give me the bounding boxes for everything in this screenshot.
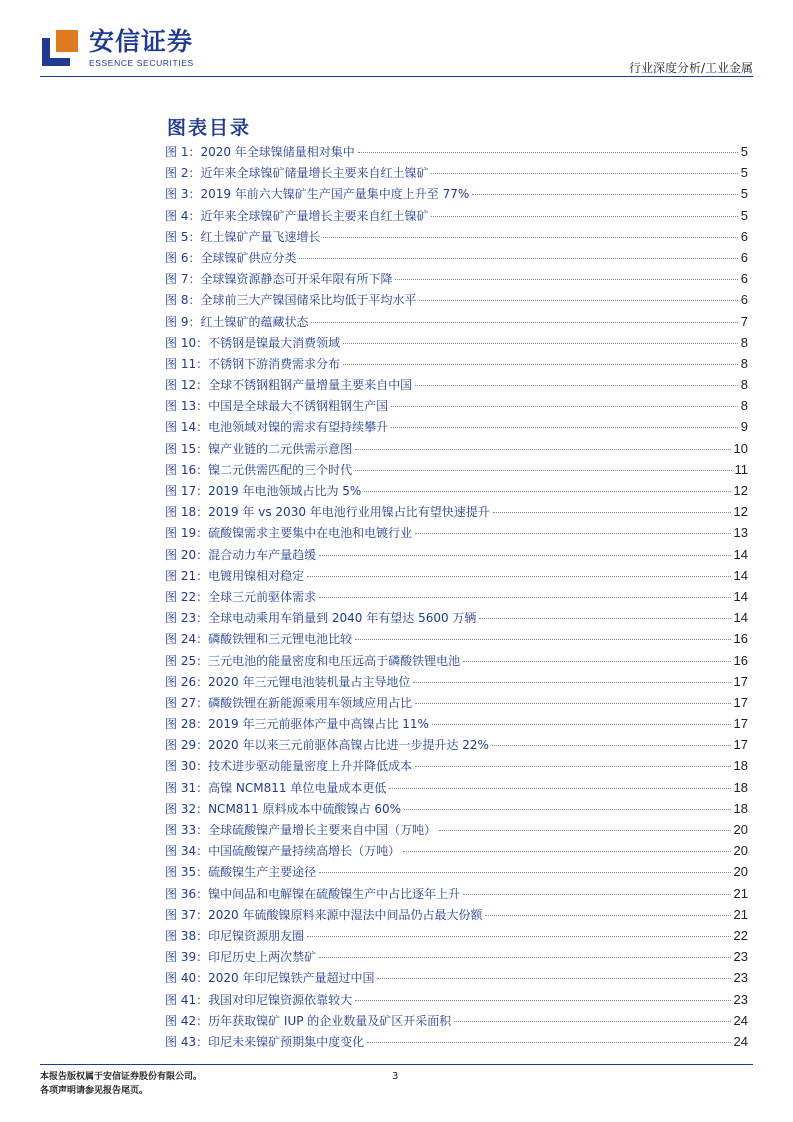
toc-dot-leader: [493, 512, 731, 513]
toc-entry-page: 17: [733, 694, 748, 710]
toc-dot-leader: [419, 300, 737, 301]
toc-entry-page: 12: [733, 483, 748, 498]
toc-entry-page: 6: [740, 271, 748, 287]
toc-entry[interactable]: [165, 185, 748, 206]
toc-entry-page: 14: [733, 588, 748, 604]
toc-dot-leader: [391, 427, 738, 428]
toc-dot-leader: [431, 216, 737, 217]
toc-entry-label[interactable]: 图 32：NCM811 原料成本中硫酸镍占 60%: [165, 801, 401, 816]
toc-entry[interactable]: [165, 609, 748, 630]
toc-dot-leader: [432, 724, 731, 725]
toc-entry[interactable]: [165, 249, 748, 270]
toc-entry-page: 14: [733, 610, 748, 626]
toc-entry[interactable]: [165, 927, 748, 948]
toc-entry[interactable]: [165, 948, 748, 969]
toc-dot-leader: [415, 703, 730, 704]
toc-entry[interactable]: [165, 503, 748, 524]
toc-entry-page: 7: [740, 313, 748, 329]
toc-entry-page: 8: [740, 398, 748, 414]
toc-entry-label[interactable]: 图 41：我国对印尼镍资源依靠较大: [165, 992, 353, 1007]
toc-entry[interactable]: [165, 355, 748, 376]
toc-entry-label[interactable]: 图 30：技术进步驱动能量密度上升并降低成本: [165, 759, 413, 774]
toc-entry-label[interactable]: 图 1：2020 年全球镍储量相对集中: [165, 145, 355, 159]
toc-entry-label[interactable]: 图 7：全球镍资源静态可开采年限有所下降: [165, 272, 393, 287]
toc-entry-label[interactable]: 图 37：2020 年硫酸镍原料来源中湿法中间品仍占最大份额: [165, 907, 483, 922]
toc-entry-label[interactable]: 图 23：全球电动乘用车销量到 2040 年有望达 5600 万辆: [165, 611, 477, 626]
toc-entry-label[interactable]: 图 33：全球硫酸镍产量增长主要来自中国（万吨）: [165, 823, 437, 837]
toc-entry-page: 17: [733, 716, 748, 732]
toc-entry-page: 11: [734, 461, 748, 477]
toc-dot-leader: [358, 152, 738, 153]
toc-entry-page: 10: [733, 440, 748, 456]
toc-entry-label[interactable]: 图 27：磷酸铁锂在新能源乘用车领域应用占比: [165, 695, 413, 710]
toc-entry-page: 12: [733, 504, 748, 520]
toc-entry-page: 8: [740, 355, 748, 371]
toc-entry-label[interactable]: 图 42：历年获取镍矿 IUP 的企业数量及矿区开采面积: [165, 1013, 452, 1028]
toc-entry[interactable]: [165, 313, 748, 334]
toc-dot-leader: [377, 978, 730, 979]
toc-entry[interactable]: [165, 863, 748, 884]
toc-entry-page: 20: [733, 843, 748, 859]
toc-entry[interactable]: [165, 652, 748, 673]
toc-dot-leader: [415, 385, 738, 386]
toc-dot-leader: [485, 915, 730, 916]
toc-entry[interactable]: [165, 588, 748, 609]
toc-entry-label[interactable]: 图 6：全球镍矿供应分类: [165, 250, 297, 265]
toc-entry[interactable]: [165, 207, 748, 228]
toc-dot-leader: [413, 682, 730, 683]
toc-entry-page: 5: [740, 144, 748, 159]
toc-entry-page: 23: [733, 949, 748, 965]
toc-dot-leader: [391, 406, 738, 407]
toc-entry-label[interactable]: 图 39：印尼历史上两次禁矿: [165, 950, 317, 965]
toc-entry-page: 17: [733, 737, 748, 753]
toc-entry-page: 20: [733, 864, 748, 880]
toc-dot-leader: [364, 491, 730, 492]
toc-entry-page: 5: [740, 165, 748, 181]
toc-entry-label[interactable]: 图 36：镍中间品和电解镍在硫酸镍生产中占比逐年上升: [165, 886, 461, 901]
toc-dot-leader: [389, 788, 730, 789]
toc-dot-leader: [454, 1021, 730, 1022]
toc-entry[interactable]: [165, 440, 748, 461]
toc-entry-page: 21: [733, 885, 748, 901]
toc-entry-page: 6: [740, 292, 748, 308]
toc-entry[interactable]: [165, 715, 748, 736]
header-divider: [40, 76, 753, 77]
toc-entry-label[interactable]: 图 38：印尼镍资源朋友圈: [165, 928, 305, 943]
toc-entry-label[interactable]: 图 10：不锈钢是镍最大消费领域: [165, 335, 341, 350]
toc-dot-leader: [472, 194, 737, 195]
toc-title: 图表目录: [167, 117, 252, 139]
toc-entry-page: 18: [733, 800, 748, 816]
toc-dot-leader: [319, 957, 730, 958]
toc-entry[interactable]: [165, 1033, 748, 1054]
toc-dot-leader: [415, 766, 730, 767]
toc-dot-leader: [355, 639, 730, 640]
toc-entry-page: 17: [733, 673, 748, 689]
toc-entry-label[interactable]: 图 11：不锈钢下游消费需求分布: [165, 356, 341, 371]
footer-disclaimer: [40, 1070, 202, 1098]
toc-entry[interactable]: [165, 461, 748, 482]
toc-dot-leader: [355, 449, 730, 450]
toc-entry-page: 24: [733, 1012, 748, 1028]
toc-entry[interactable]: [165, 821, 748, 842]
toc-entry-page: 21: [733, 906, 748, 922]
toc-dot-leader: [395, 279, 737, 280]
toc-dot-leader: [403, 851, 730, 852]
company-name-en: ESSENCE SECURITIES: [89, 58, 194, 68]
toc-entry-label[interactable]: 图 8：全球前三大产镍国储采比均低于平均水平: [165, 293, 417, 308]
toc-dot-leader: [319, 555, 730, 556]
toc-entry[interactable]: [165, 991, 748, 1012]
toc-entry[interactable]: [165, 482, 748, 503]
toc-entry-page: 18: [733, 758, 748, 774]
disclaimer-line-1: 本报告版权属于安信证券股份有限公司。: [40, 1072, 203, 1082]
toc-dot-leader: [355, 470, 731, 471]
logo-mark-icon: [40, 28, 80, 68]
toc-entry[interactable]: [165, 736, 748, 757]
page-number: 3: [392, 1071, 399, 1082]
toc-entry[interactable]: [165, 630, 748, 651]
toc-entry-label[interactable]: 图 22：全球三元前驱体需求: [165, 589, 317, 604]
toc-entry-page: 13: [733, 525, 748, 541]
figure-list: [165, 143, 748, 1054]
toc-entry[interactable]: [165, 906, 748, 927]
toc-entry-label[interactable]: 图 5：红土镍矿产量飞速增长: [165, 229, 321, 244]
toc-entry-label[interactable]: 图 25：三元电池的能量密度和电压远高于磷酸铁锂电池: [165, 653, 461, 668]
toc-entry-page: 20: [733, 822, 748, 837]
toc-entry-label[interactable]: 图 14：电池领域对镍的需求有望持续攀升: [165, 420, 389, 435]
toc-entry-label[interactable]: 图 40：2020 年印尼镍铁产量超过中国: [165, 971, 375, 986]
toc-entry-label[interactable]: 图 12：全球不锈钢粗钢产量增量主要来自中国: [165, 378, 413, 393]
toc-entry[interactable]: [165, 694, 748, 715]
toc-entry-label[interactable]: 图 20：混合动力车产量趋缓: [165, 547, 317, 562]
toc-entry[interactable]: [165, 228, 748, 249]
toc-entry-page: 8: [740, 334, 748, 350]
toc-entry[interactable]: [165, 779, 748, 800]
toc-entry[interactable]: [165, 397, 748, 418]
toc-entry[interactable]: [165, 969, 748, 990]
toc-entry-label[interactable]: 图 15：镍产业链的二元供需示意图: [165, 441, 353, 456]
toc-entry[interactable]: [165, 524, 748, 545]
toc-dot-leader: [415, 533, 730, 534]
toc-entry[interactable]: [165, 376, 748, 397]
toc-entry-page: 16: [733, 631, 748, 647]
toc-dot-leader: [439, 830, 730, 831]
toc-entry-label[interactable]: 图 24：磷酸铁锂和三元锂电池比较: [165, 632, 353, 647]
toc-entry-label[interactable]: 图 18：2019 年 vs 2030 年电池行业用镍占比有望快速提升: [165, 505, 490, 520]
toc-dot-leader: [323, 237, 737, 238]
toc-entry-page: 8: [740, 377, 748, 393]
toc-entry[interactable]: [165, 567, 748, 588]
toc-entry-label[interactable]: 图 34：中国硫酸镍产量持续高增长（万吨）: [165, 844, 401, 859]
toc-dot-leader: [307, 576, 730, 577]
toc-entry[interactable]: [165, 291, 748, 312]
toc-entry-page: 24: [733, 1033, 748, 1049]
toc-entry-label[interactable]: 图 9：红土镍矿的蕴藏状态: [165, 314, 309, 329]
toc-entry-label[interactable]: 图 19：硫酸镍需求主要集中在电池和电镀行业: [165, 526, 413, 541]
toc-entry[interactable]: [165, 885, 748, 906]
toc-entry-label[interactable]: 图 4：近年来全球镍矿产量增长主要来自红土镍矿: [165, 208, 429, 223]
toc-entry[interactable]: [165, 143, 748, 164]
toc-dot-leader: [319, 597, 730, 598]
toc-entry-label[interactable]: 图 21：电镀用镍相对稳定: [165, 568, 305, 583]
toc-dot-leader: [404, 809, 731, 810]
toc-dot-leader: [431, 173, 737, 174]
toc-entry-label[interactable]: 图 29：2020 年以来三元前驱体高镍占比进一步提升达 22%: [165, 738, 489, 753]
company-name-cn: 安信证券: [89, 27, 194, 56]
company-logo: [40, 28, 194, 68]
toc-entry-page: 23: [733, 970, 748, 986]
toc-entry-label[interactable]: 图 43：印尼未来镍矿预期集中度变化: [165, 1034, 365, 1049]
toc-entry[interactable]: [165, 757, 748, 778]
toc-entry-label[interactable]: 图 16：镍二元供需匹配的三个时代: [165, 462, 353, 477]
toc-dot-leader: [319, 872, 730, 873]
toc-dot-leader: [463, 894, 730, 895]
disclaimer-line-2: 各项声明请参见报告尾页。: [40, 1086, 149, 1096]
toc-entry[interactable]: [165, 842, 748, 863]
toc-entry-page: 18: [733, 779, 748, 795]
toc-dot-leader: [311, 322, 737, 323]
toc-entry[interactable]: [165, 546, 748, 567]
toc-entry-page: 22: [733, 927, 748, 943]
toc-entry-page: 14: [733, 567, 748, 583]
toc-entry-label[interactable]: 图 26：2020 年三元锂电池装机量占主导地位: [165, 674, 411, 689]
toc-entry-page: 9: [740, 419, 748, 435]
toc-entry-label[interactable]: 图 3：2019 年前六大镍矿生产国产量集中度上升至 77%: [165, 187, 470, 202]
toc-dot-leader: [367, 1042, 730, 1043]
toc-entry-label[interactable]: 图 31：高镍 NCM811 单位电量成本更低: [165, 780, 387, 795]
toc-entry-label[interactable]: 图 2：近年来全球镍矿储量增长主要来自红土镍矿: [165, 166, 429, 181]
toc-entry[interactable]: [165, 334, 748, 355]
toc-dot-leader: [299, 258, 737, 259]
toc-entry-label[interactable]: 图 35：硫酸镍生产主要途径: [165, 865, 317, 880]
toc-entry-page: 6: [740, 228, 748, 244]
toc-entry[interactable]: [165, 1012, 748, 1033]
toc-entry[interactable]: [165, 270, 748, 291]
toc-entry-label[interactable]: 图 17：2019 年电池领域占比为 5%: [165, 484, 362, 498]
toc-entry-page: 6: [740, 249, 748, 265]
toc-entry-page: 5: [740, 207, 748, 223]
toc-dot-leader: [343, 364, 738, 365]
toc-dot-leader: [479, 618, 730, 619]
toc-entry-page: 23: [733, 991, 748, 1007]
toc-dot-leader: [492, 745, 731, 746]
toc-entry-label[interactable]: 图 13：中国是全球最大不锈钢粗钢生产国: [165, 399, 389, 414]
toc-dot-leader: [355, 1000, 730, 1001]
toc-dot-leader: [307, 936, 730, 937]
toc-dot-leader: [463, 661, 730, 662]
report-category: 行业深度分析/工业金属: [628, 61, 753, 75]
toc-dot-leader: [343, 343, 738, 344]
toc-entry[interactable]: [165, 418, 748, 439]
footer-divider: [40, 1064, 753, 1065]
toc-entry-label[interactable]: 图 28：2019 年三元前驱体产量中高镍占比 11%: [165, 717, 429, 732]
toc-entry-page: 16: [733, 652, 748, 668]
toc-entry[interactable]: [165, 673, 748, 694]
toc-entry[interactable]: [165, 164, 748, 185]
toc-entry-page: 14: [733, 546, 748, 562]
toc-entry-page: 5: [740, 186, 748, 202]
toc-entry[interactable]: [165, 800, 748, 821]
